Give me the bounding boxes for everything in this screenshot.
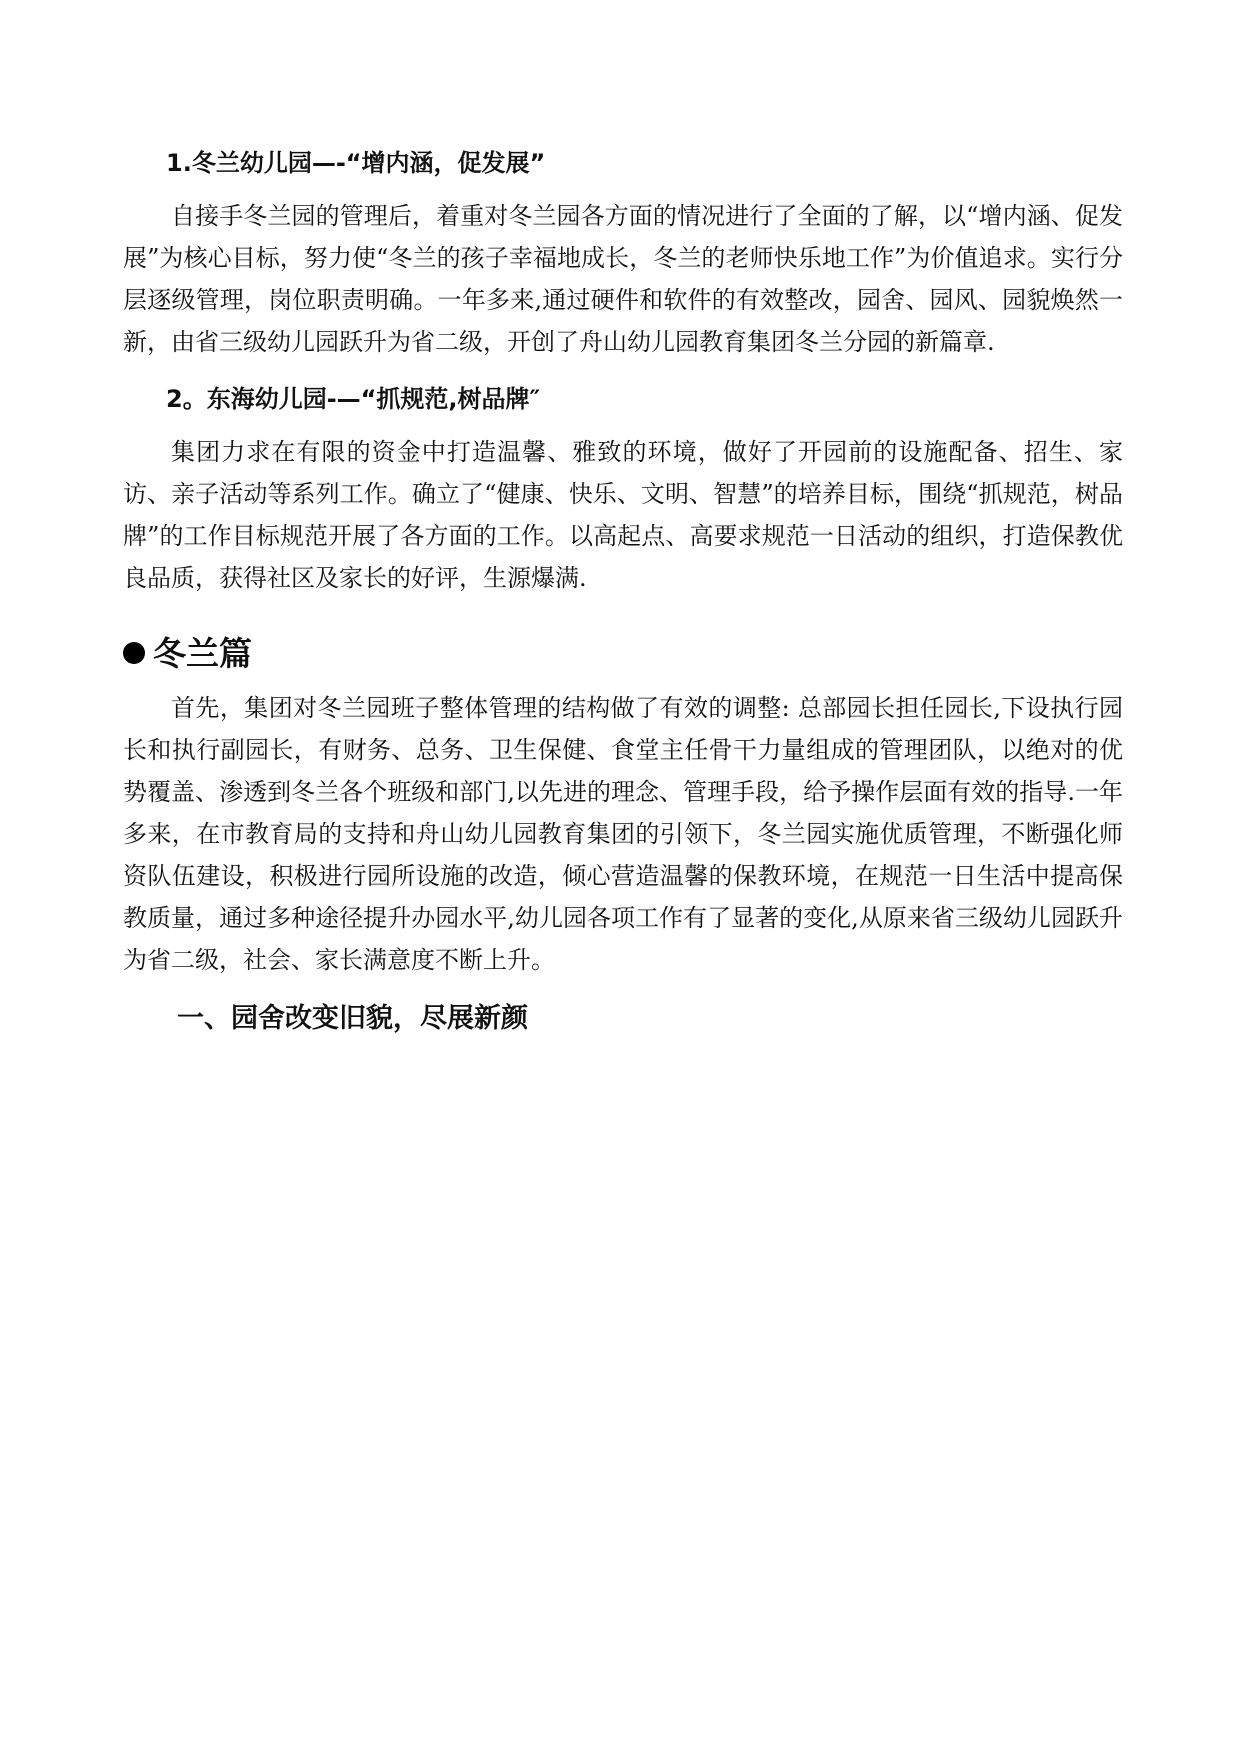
paragraph-donglan-kindergarten: 自接手冬兰园的管理后，着重对冬兰园各方面的情况进行了全面的了解，以“增内涵、促发展”为核心目标，努力使“冬兰的孩子幸福地成长，冬兰的老师快乐地工作”为价值追求。实行分层逐级管理，岗位职责明确。一年多来,通过硬件和软件的有效整改，园舍、园风、园貌焕然一新，由省三级幼儿园跃升为省二级，开创了舟山幼儿园教育集团冬兰分园的新篇章. xyxy=(123,202,1123,356)
paragraph-donghai-kindergarten: 集团力求在有限的资金中打造温馨、雅致的环境，做好了开园前的设施配备、招生、家访、亲子活动等系列工作。确立了“健康、快乐、文明、智慧”的培养目标，围绕“抓规范，树品牌”的工作目标规范开展了各方面的工作。以高起点、高要求规范一日活动的组织，打造保教优良品质，获得社区及家长的好评，生源爆满. xyxy=(123,438,1123,592)
bullet-icon xyxy=(123,642,145,664)
document-content xyxy=(123,143,1123,1041)
section-heading-donghai-kindergarten: 2。东海幼儿园-—“抓规范,树品牌″ xyxy=(166,385,541,413)
subsection-heading-campus: 一、园舍改变旧貌，尽展新颜 xyxy=(177,1003,528,1034)
paragraph-donglan-part: 首先，集团对冬兰园班子整体管理的结构做了有效的调整: 总部园长担任园长,下设执行园长和执行副园长，有财务、总务、卫生保健、食堂主任骨干力量组成的管理团队，以绝对的优势覆盖、渗透到冬兰各个班级和部门,以先进的理念、管理手段，给予操作层面有效的指导.一年多来，在市教育局的支持和舟山幼儿园教育集团的引领下，冬兰园实施优质管理，不断强化师资队伍建设，积极进行园所设施的改造，倾心营造温馨的保教环境，在规范一日生活中提高保教质量，通过多种途径提升办园水平,幼儿园各项工作有了显著的变化,从原来省三级幼儿园跃升为省二级，社会、家长满意度不断上升。 xyxy=(123,694,1123,974)
part-title-text: 冬兰篇 xyxy=(153,634,252,673)
part-title xyxy=(123,629,1123,679)
section-heading-donglan-kindergarten: 1.冬兰幼儿园—-“增内涵，促发展” xyxy=(166,149,546,177)
